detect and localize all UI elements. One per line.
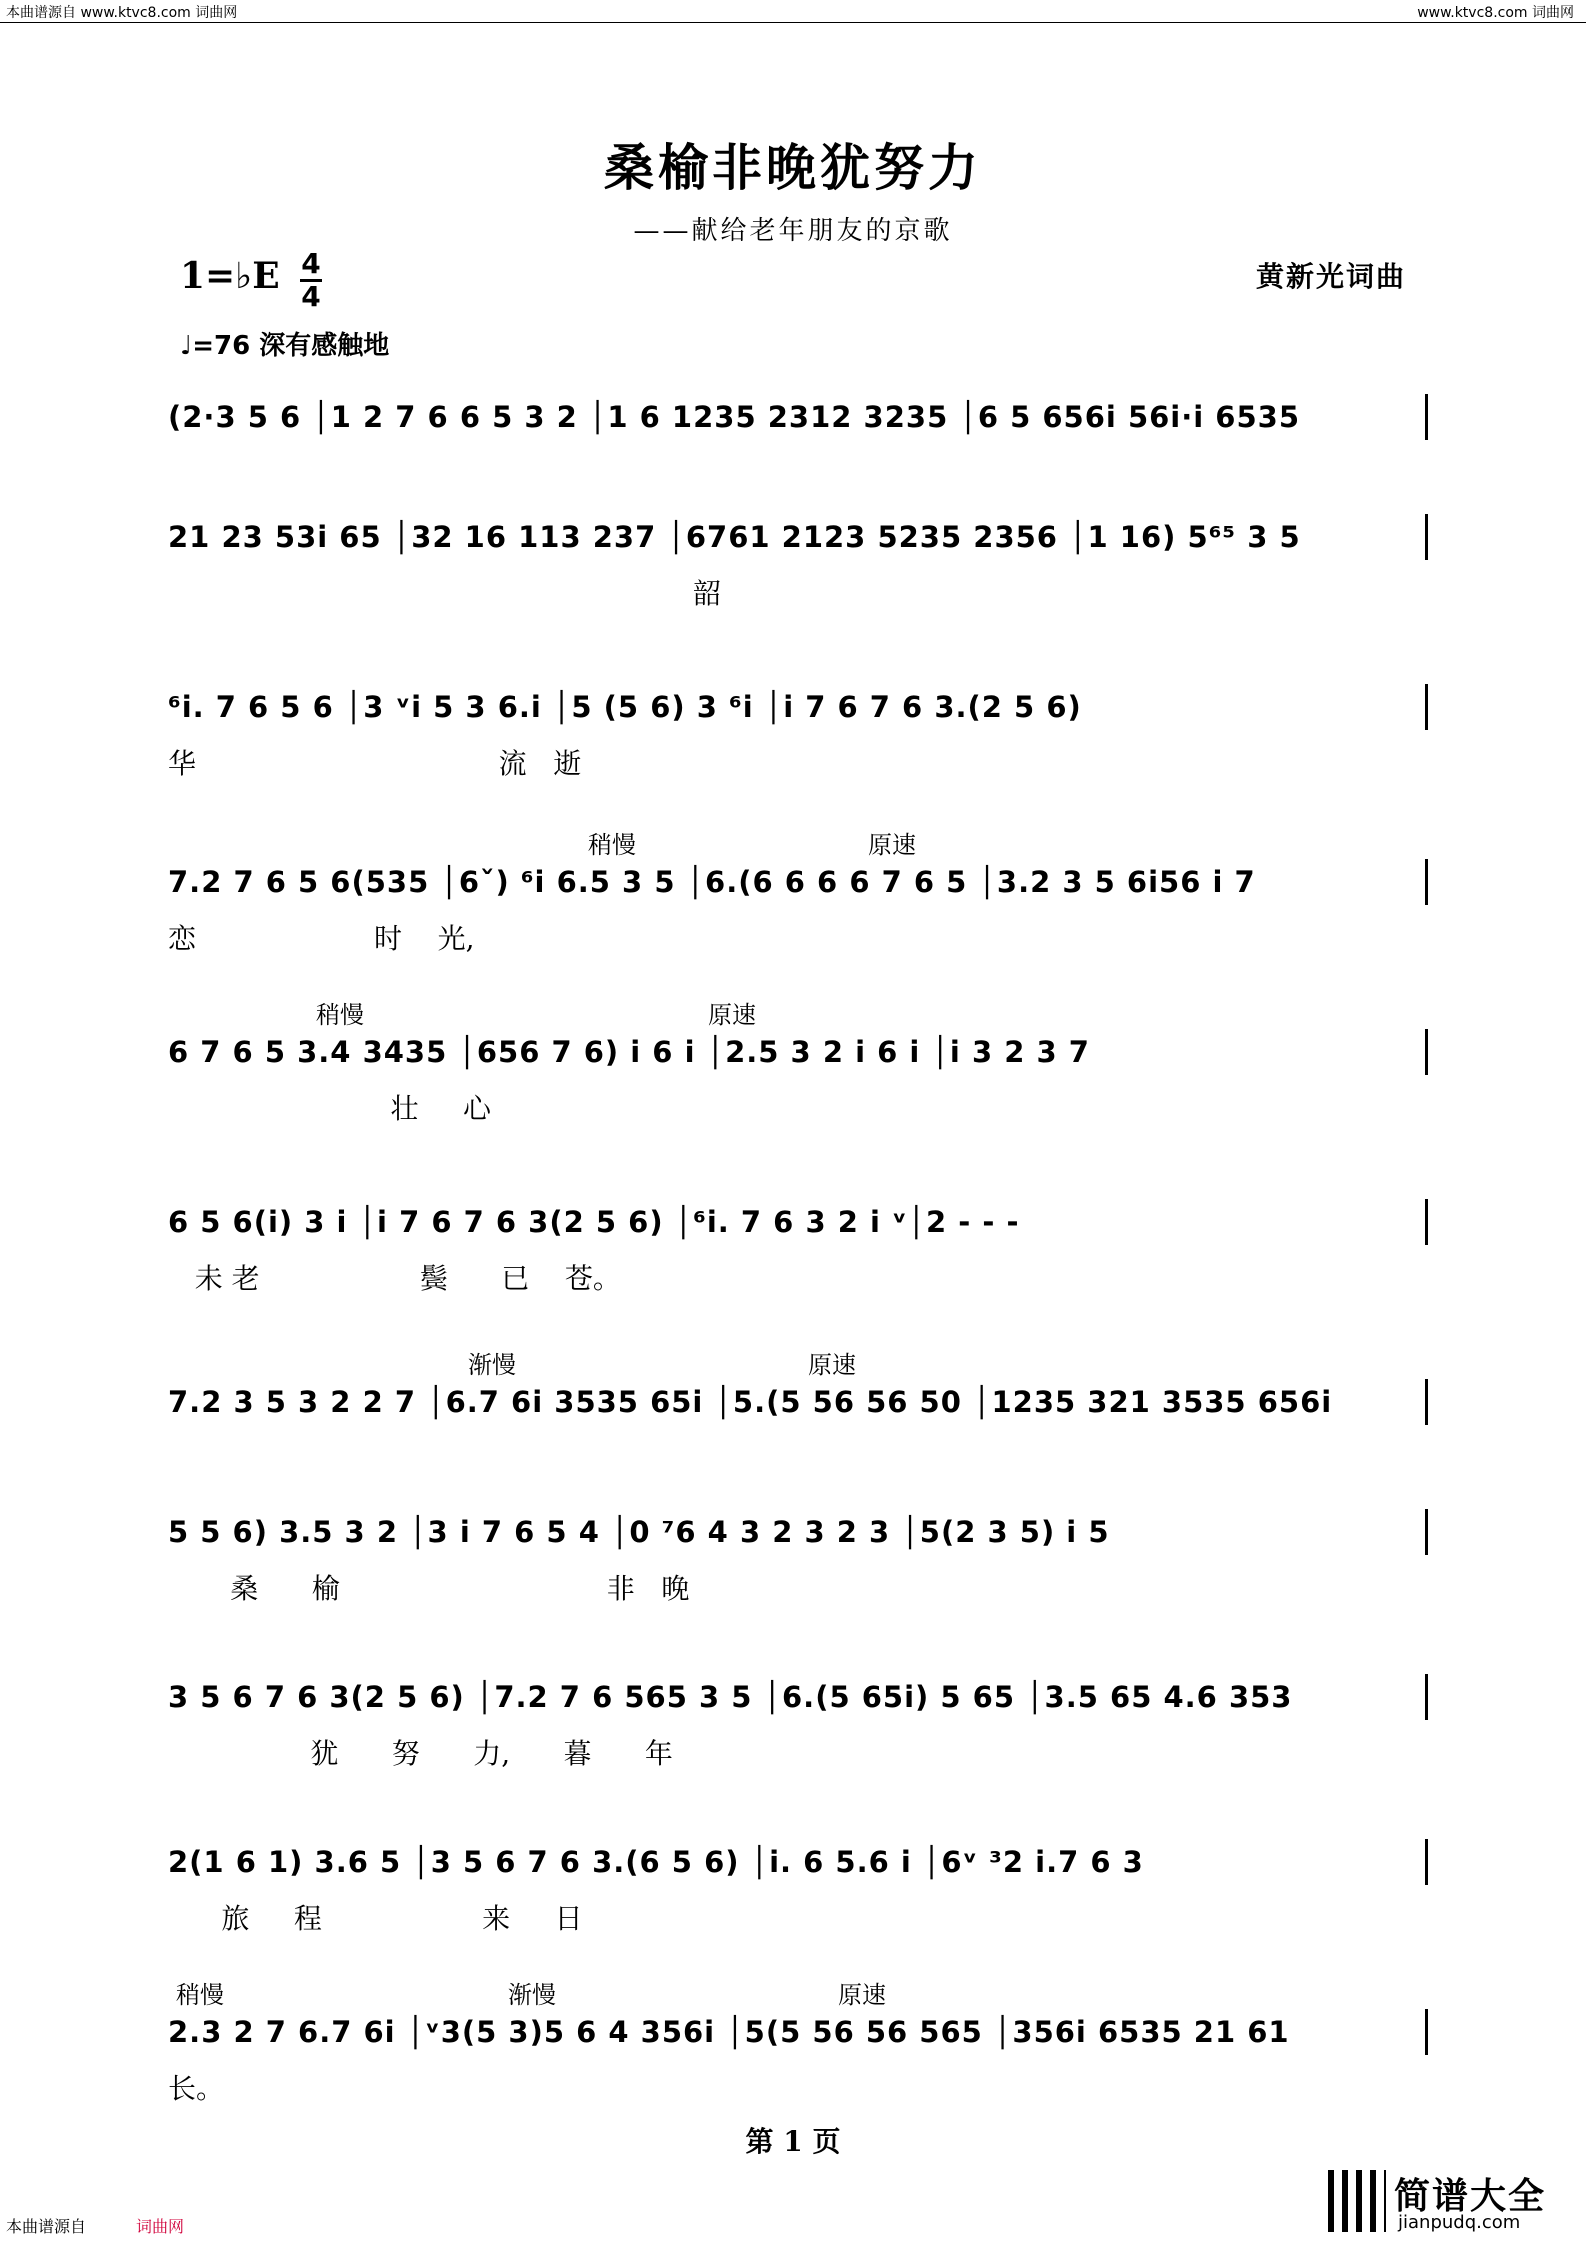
barline [1425, 1674, 1428, 1720]
notation-line: 7.2 7 6 5 6(535 │6ˇ) ⁶i 6.5 3 5 │6.(6 6 6 6 7 6 5 │3.2 3 5 6i56 i 7 [168, 865, 1256, 899]
notation-line: 3 5 6 7 6 3(2 5 6) │7.2 7 6 565 3 5 │6.(5 65i) 5 65 │3.5 65 4.6 353 [168, 1680, 1293, 1714]
meter-bottom: 4 [301, 280, 321, 313]
lyric-line: 韶 [168, 577, 722, 610]
meter-top: 4 [301, 247, 321, 280]
tempo-marking: ♩=76 深有感触地 [180, 331, 390, 361]
footer-source-link[interactable]: 词曲网 [136, 2217, 185, 2236]
notation-line: 2(1 6 1) 3.6 5 │3 5 6 7 6 3.(6 5 6) │i. 6 5.6 i │6ᵛ ³2 i.7 6 3 [168, 1845, 1144, 1879]
lyric-line: 犹 努 力, 暮 年 [168, 1737, 673, 1770]
tempo-annotation: 渐慢 [508, 1981, 556, 2009]
lyric-line: 桑 榆 非 晚 [168, 1572, 690, 1605]
header-source-left: 本曲谱源自 www.ktvc8.com 词曲网 [6, 5, 238, 21]
logo-url: jianpudq.com [1398, 2212, 1521, 2233]
song-title: 桑榆非晚犹努力 [604, 138, 982, 197]
header-divider [0, 22, 1586, 23]
author-credit: 黄新光词曲 [1255, 260, 1406, 293]
barline [1425, 684, 1428, 730]
lyric-line: 长。 [168, 2072, 225, 2105]
lyric-line: 恋 时 光, [168, 922, 475, 955]
lyric-line: 壮 心 [168, 1092, 492, 1125]
tempo-annotation: 稍慢 [588, 831, 636, 859]
notation-line: 5 5 6) 3.5 3 2 │3 i 7 6 5 4 │0 ⁷6 4 3 2 3 2 3 │5(2 3 5) i 5 [168, 1515, 1110, 1549]
lyric-line: 未 老 鬓 已 苍。 [168, 1262, 621, 1295]
tempo-annotation: 原速 [868, 831, 916, 859]
barline [1425, 1199, 1428, 1245]
page-number: 第 1 页 [745, 2125, 841, 2158]
tempo-annotation: 原速 [708, 1001, 756, 1029]
piano-keys-icon [1328, 2170, 1386, 2232]
tempo-annotation: 稍慢 [176, 1981, 224, 2009]
barline [1425, 859, 1428, 905]
barline [1425, 1379, 1428, 1425]
logo-name: 简谱大全 [1394, 2176, 1547, 2217]
barline [1425, 1029, 1428, 1075]
notation-line: 6 5 6(i) 3 i │i 7 6 7 6 3(2 5 6) │⁶i. 7 6 3 2 i ᵛ│2 - - - [168, 1205, 1020, 1239]
header-source-right: www.ktvc8.com 词曲网 [1417, 5, 1574, 21]
barline [1425, 2009, 1428, 2055]
footer-source [6, 2214, 184, 2237]
lyric-line: 华 流 逝 [168, 747, 582, 780]
song-subtitle: ——献给老年朋友的京歌 [633, 216, 953, 246]
tempo-annotation: 原速 [838, 1981, 886, 2009]
notation-line: 6 7 6 5 3.4 3435 │656 7 6) i 6 i │2.5 3 2 i 6 i │i 3 2 3 7 [168, 1035, 1090, 1069]
notation-line: 2.3 2 7 6.7 6i │ᵛ3(5 3)5 6 4 356i │5(5 56 56 565 │356i 6535 21 61 [168, 2015, 1290, 2049]
notation-line: 7.2 3 5 3 2 2 7 │6.7 6i 3535 65i │5.(5 56 56 50 │1235 321 3535 656i [168, 1385, 1333, 1419]
barline [1425, 394, 1428, 440]
tempo-annotation: 稍慢 [316, 1001, 364, 1029]
barline [1425, 1839, 1428, 1885]
footer-source-text: 本曲谱源自 [6, 2217, 87, 2236]
notation-line: 21 23 53i 65 │32 16 113 237 │6761 2123 5235 2356 │1 16) 5⁶⁵ 3 5 [168, 520, 1301, 554]
barline [1425, 514, 1428, 560]
notation-line: (2·3 5 6 │1 2 7 6 6 5 3 2 │1 6 1235 2312 3235 │6 5 656i 56i·i 6535 [168, 400, 1301, 434]
tempo-annotation: 渐慢 [468, 1351, 516, 1379]
time-signature [300, 247, 322, 313]
tempo-annotation: 原速 [808, 1351, 856, 1379]
key-signature: 1=♭E [180, 255, 280, 297]
barline [1425, 1509, 1428, 1555]
notation-line: ⁶i. 7 6 5 6 │3 ᵛi 5 3 6.i │5 (5 6) 3 ⁶i │i 7 6 7 6 3.(2 5 6) [168, 690, 1082, 724]
site-logo[interactable] [1328, 2170, 1578, 2240]
lyric-line: 旅 程 来 日 [168, 1902, 583, 1935]
